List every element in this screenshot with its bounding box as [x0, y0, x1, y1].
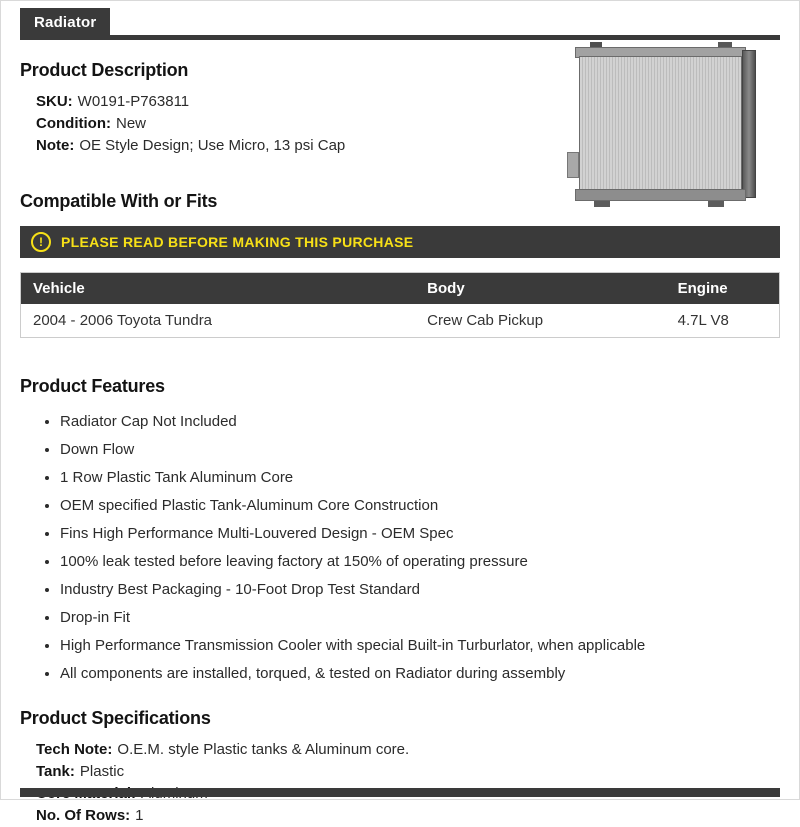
radiator-bottom-tank — [575, 189, 746, 201]
product-features-section — [20, 376, 780, 682]
condition-value: New — [115, 115, 146, 132]
compatibility-heading: Compatible With or Fits — [20, 191, 218, 211]
product-features-heading: Product Features — [20, 376, 165, 396]
vehicle-cell: 2004 - 2006 Toyota Tundra — [21, 304, 416, 338]
product-specifications-heading: Product Specifications — [20, 708, 211, 728]
vehicle-column-header: Vehicle — [21, 273, 416, 305]
rows-label: No. Of Rows: — [36, 807, 131, 824]
feature-item: • All components are installed, torqued, & tested on Radiator during assembly — [60, 665, 780, 682]
feature-item: • Down Flow — [60, 441, 780, 458]
title-bar — [20, 8, 780, 40]
engine-cell: 4.7L V8 — [666, 304, 780, 338]
sku-label: SKU: — [36, 93, 73, 110]
body-column-header: Body — [415, 273, 665, 305]
radiator-side-bracket — [742, 50, 756, 198]
table-row — [21, 304, 780, 338]
feature-item: • Fins High Performance Multi-Louvered Design - OEM Spec — [60, 525, 780, 542]
feature-item: • OEM specified Plastic Tank-Aluminum Core Construction — [60, 497, 780, 514]
note-label: Note: — [36, 137, 75, 154]
feature-item: • Industry Best Packaging - 10-Foot Drop Test Standard — [60, 581, 780, 598]
product-image — [572, 44, 758, 204]
page-title: Radiator — [20, 8, 110, 35]
feature-item: • Drop-in Fit — [60, 609, 780, 626]
radiator-core — [579, 56, 742, 190]
product-description-heading: Product Description — [20, 60, 189, 80]
feature-item: • 100% leak tested before leaving factory at 150% of operating pressure — [60, 553, 780, 570]
rows-row — [36, 805, 780, 827]
tank-value: Plastic — [79, 763, 125, 780]
tank-label: Tank: — [36, 763, 75, 780]
fitment-table — [20, 272, 780, 338]
sku-value: W0191-P763811 — [77, 93, 190, 110]
exclamation-icon: ! — [31, 232, 51, 252]
engine-column-header: Engine — [666, 273, 780, 305]
tank-row — [36, 761, 780, 783]
feature-item: • High Performance Transmission Cooler with special Built-in Turburlator, when applicable — [60, 637, 780, 654]
radiator-foot-left — [594, 201, 610, 207]
condition-label: Condition: — [36, 115, 111, 132]
fitment-header-row — [21, 273, 780, 305]
warning-text: PLEASE READ BEFORE MAKING THIS PURCHASE — [61, 234, 414, 250]
radiator-mount-tab — [567, 152, 579, 178]
tech-note-label: Tech Note: — [36, 741, 113, 758]
product-specifications-section — [20, 708, 780, 827]
purchase-warning-banner — [20, 226, 780, 258]
body-cell: Crew Cab Pickup — [415, 304, 665, 338]
feature-item: • 1 Row Plastic Tank Aluminum Core — [60, 469, 780, 486]
rows-value: 1 — [135, 807, 144, 824]
note-value: OE Style Design; Use Micro, 13 psi Cap — [79, 137, 346, 154]
radiator-foot-right — [708, 201, 724, 207]
feature-item: • Radiator Cap Not Included — [60, 413, 780, 430]
bottom-divider-bar — [20, 788, 780, 797]
tech-note-row — [36, 739, 780, 761]
feature-list — [20, 413, 780, 682]
tech-note-value: O.E.M. style Plastic tanks & Aluminum core. — [117, 741, 410, 758]
compatibility-section — [20, 191, 780, 338]
